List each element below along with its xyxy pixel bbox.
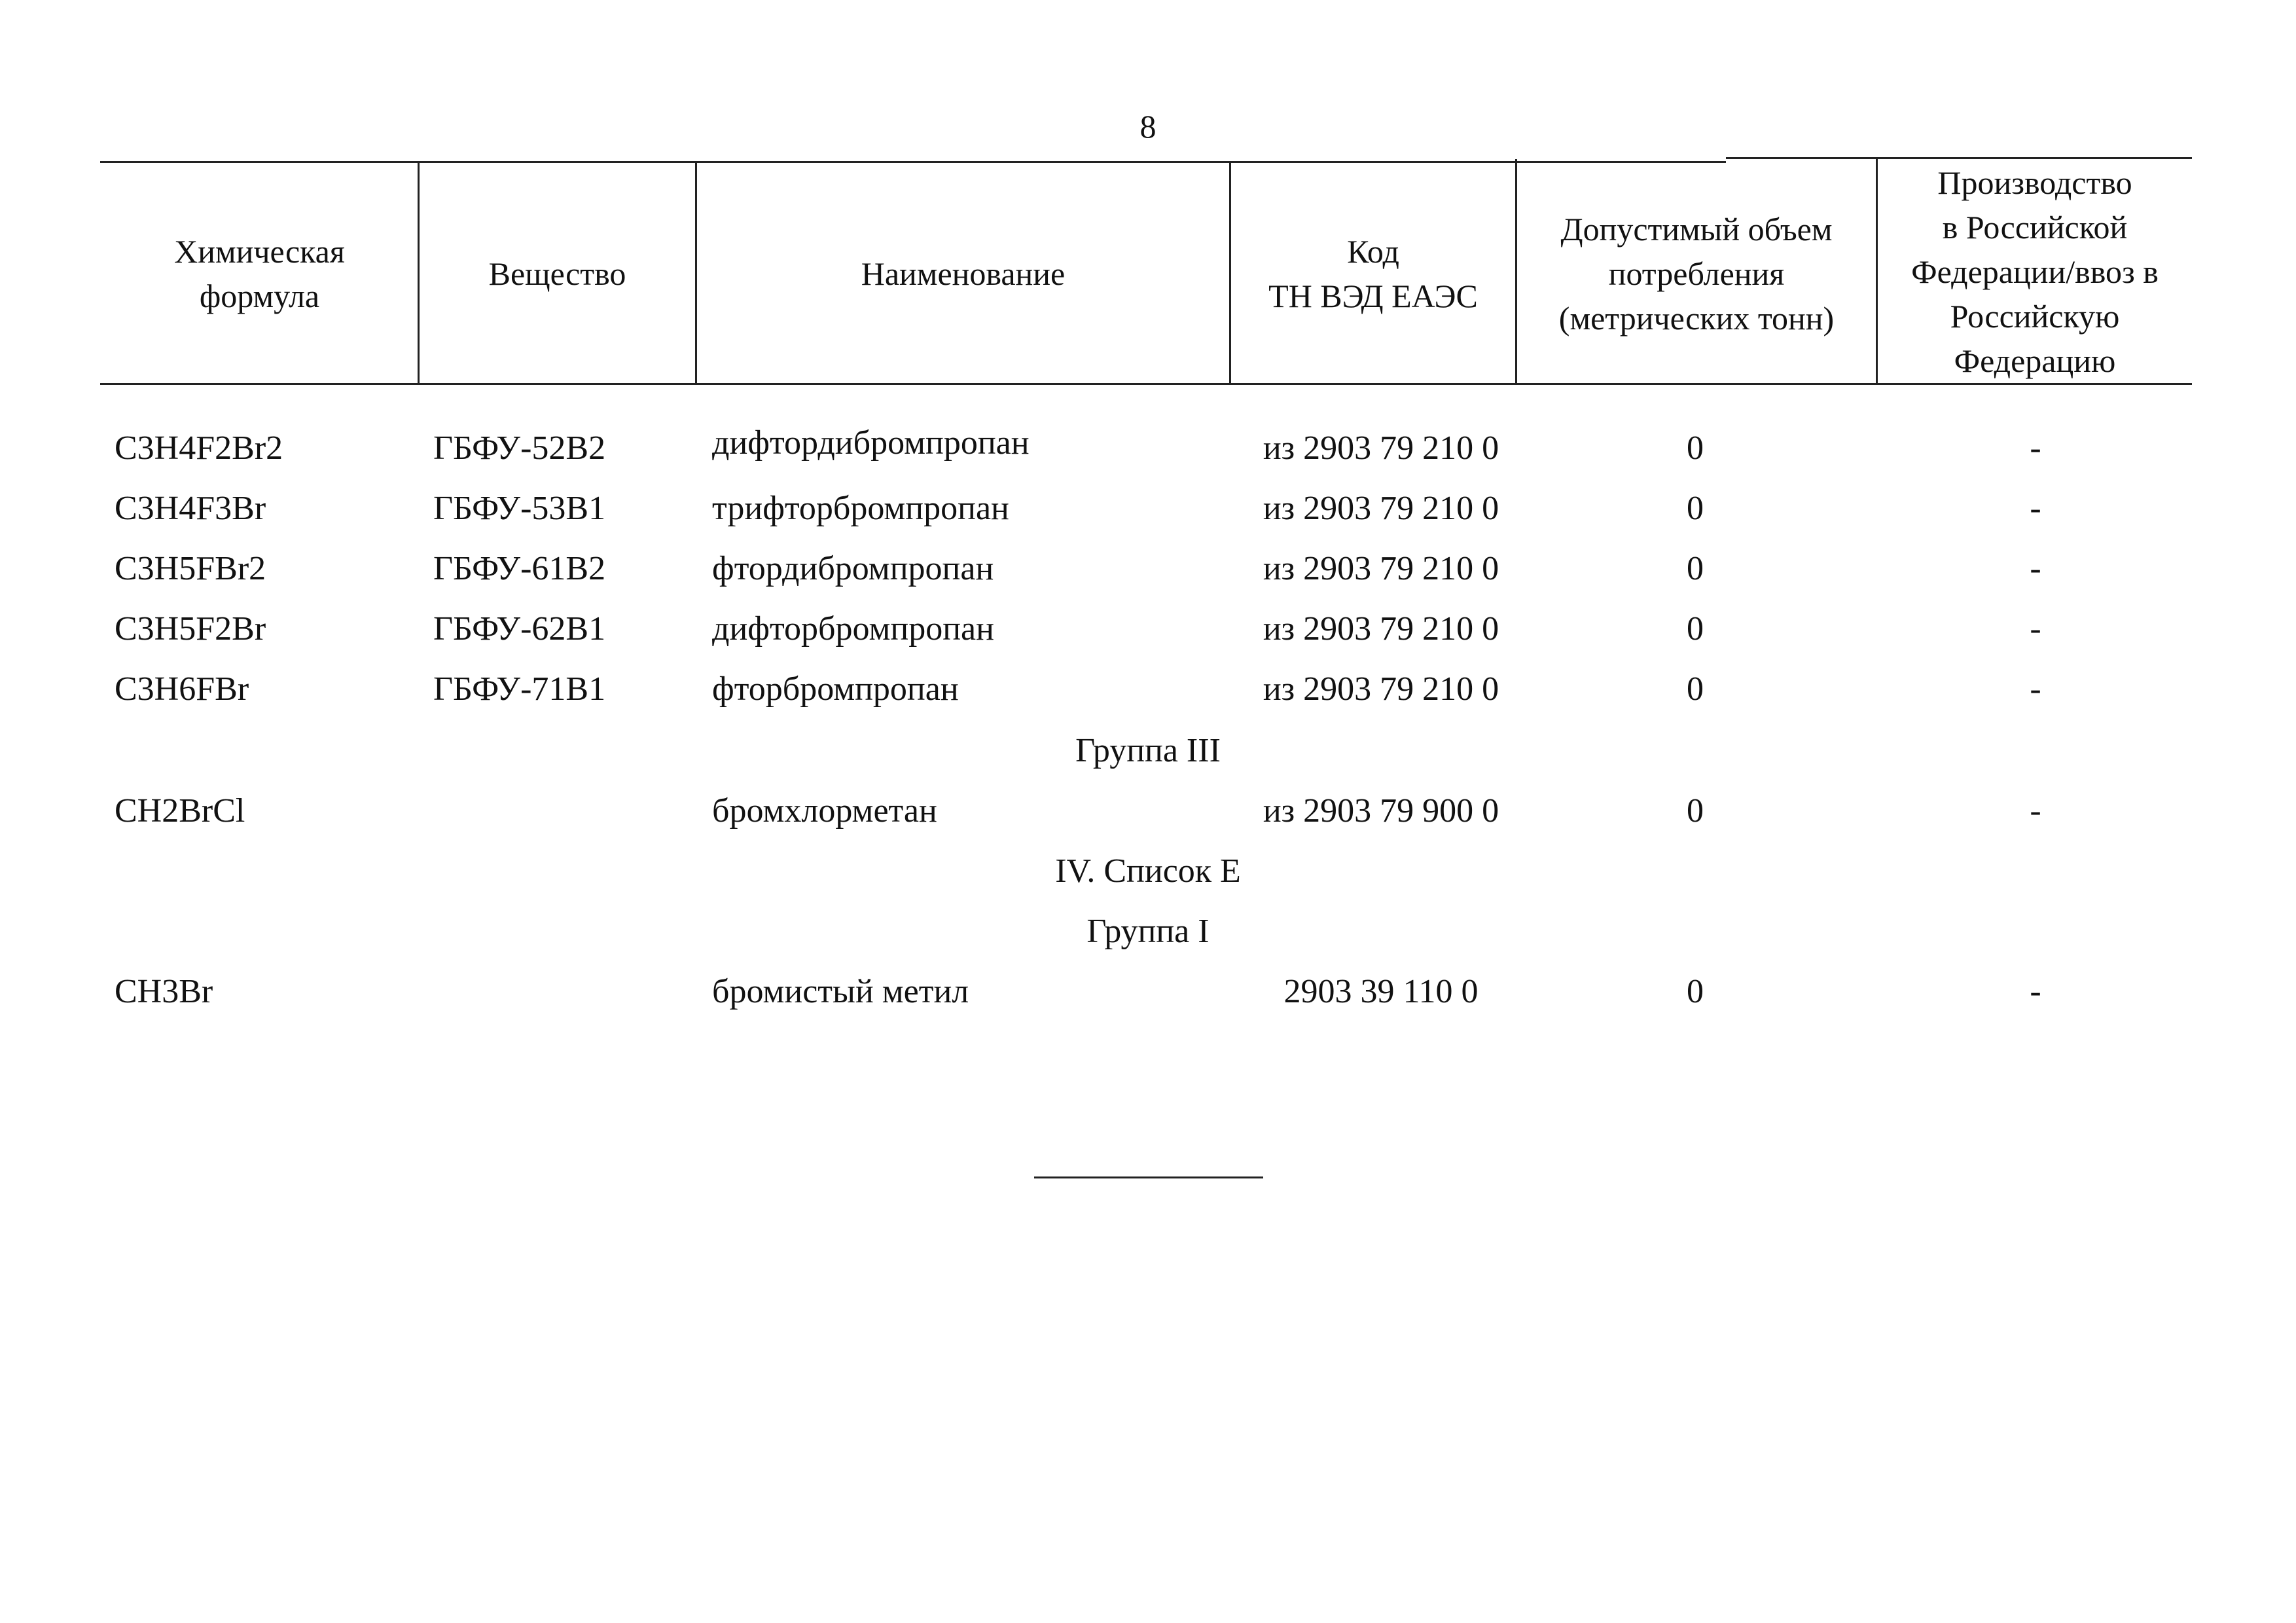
cell-name: бромистый метил	[712, 973, 969, 1010]
header-production-import: Производство в Российской Федерации/ввоз в Российскую Федерацию	[1911, 164, 2159, 379]
table-row	[0, 543, 2296, 595]
header-name: Наименование	[861, 255, 1066, 292]
header-top-rule	[100, 161, 1726, 163]
cell-production: -	[2030, 973, 2041, 1010]
header-chemical-formula: Химическая формула	[174, 232, 345, 314]
cell-production: -	[2030, 610, 2041, 647]
cell-volume: 0	[1687, 490, 1704, 527]
cell-substance: ГБФУ-61В2	[433, 550, 606, 587]
cell-name: дифтордибромпропан	[712, 424, 1030, 462]
header-allowed-volume: Допустимый объем потребления (метрических тонн)	[1558, 210, 1835, 337]
table-row	[0, 422, 2296, 475]
list-e-heading: IV. Список E	[1055, 852, 1241, 890]
cell-volume: 0	[1687, 550, 1704, 587]
table-row	[0, 483, 2296, 535]
cell-volume: 0	[1687, 670, 1704, 708]
cell-volume: 0	[1687, 610, 1704, 647]
cell-substance: ГБФУ-71В1	[433, 670, 606, 708]
cell-code: из 2903 79 900 0	[1263, 792, 1499, 830]
cell-production: -	[2030, 670, 2041, 708]
table-row	[0, 785, 2296, 837]
cell-name: трифторбромпропан	[712, 490, 1009, 527]
cell-name: бромхлорметан	[712, 792, 937, 830]
cell-volume: 0	[1687, 973, 1704, 1010]
cell-formula: C3H6FBr	[115, 670, 249, 708]
cell-production: -	[2030, 490, 2041, 527]
cell-formula: CH2BrCl	[115, 792, 245, 830]
cell-name: дифторбромпропан	[712, 610, 994, 647]
cell-substance: ГБФУ-62В1	[433, 610, 606, 647]
cell-production: -	[2030, 550, 2041, 587]
cell-volume: 0	[1687, 792, 1704, 830]
cell-production: -	[2030, 429, 2041, 467]
cell-formula: CH3Br	[115, 973, 213, 1010]
table-row	[0, 966, 2296, 1018]
cell-code: из 2903 79 210 0	[1263, 550, 1499, 587]
cell-name: фтордибромпропан	[712, 550, 994, 587]
cell-formula: C3H4F2Br2	[115, 429, 283, 467]
cell-code: из 2903 79 210 0	[1263, 610, 1499, 647]
cell-code: из 2903 79 210 0	[1263, 670, 1499, 708]
header-bottom-rule	[100, 383, 2192, 385]
header-top-rule-right	[1726, 157, 2192, 159]
cell-substance: ГБФУ-53В1	[433, 490, 606, 527]
table-row	[0, 663, 2296, 716]
cell-formula: C3H4F3Br	[115, 490, 266, 527]
group-iii-heading: Группа III	[1075, 732, 1221, 769]
cell-code: 2903 39 110 0	[1283, 973, 1479, 1010]
cell-formula: C3H5F2Br	[115, 610, 266, 647]
closing-rule	[1034, 1176, 1263, 1178]
header-code: Код ТН ВЭД ЕАЭС	[1268, 232, 1478, 314]
header-substance: Вещество	[488, 255, 626, 292]
cell-name: фторбромпропан	[712, 670, 959, 708]
page-number: 8	[1139, 108, 1157, 145]
cell-volume: 0	[1687, 429, 1704, 467]
cell-code: из 2903 79 210 0	[1263, 429, 1499, 467]
cell-substance: ГБФУ-52В2	[433, 429, 606, 467]
cell-production: -	[2030, 792, 2041, 830]
table-row	[0, 603, 2296, 655]
cell-code: из 2903 79 210 0	[1263, 490, 1499, 527]
group-i-heading: Группа I	[1086, 913, 1210, 950]
cell-formula: C3H5FBr2	[115, 550, 266, 587]
